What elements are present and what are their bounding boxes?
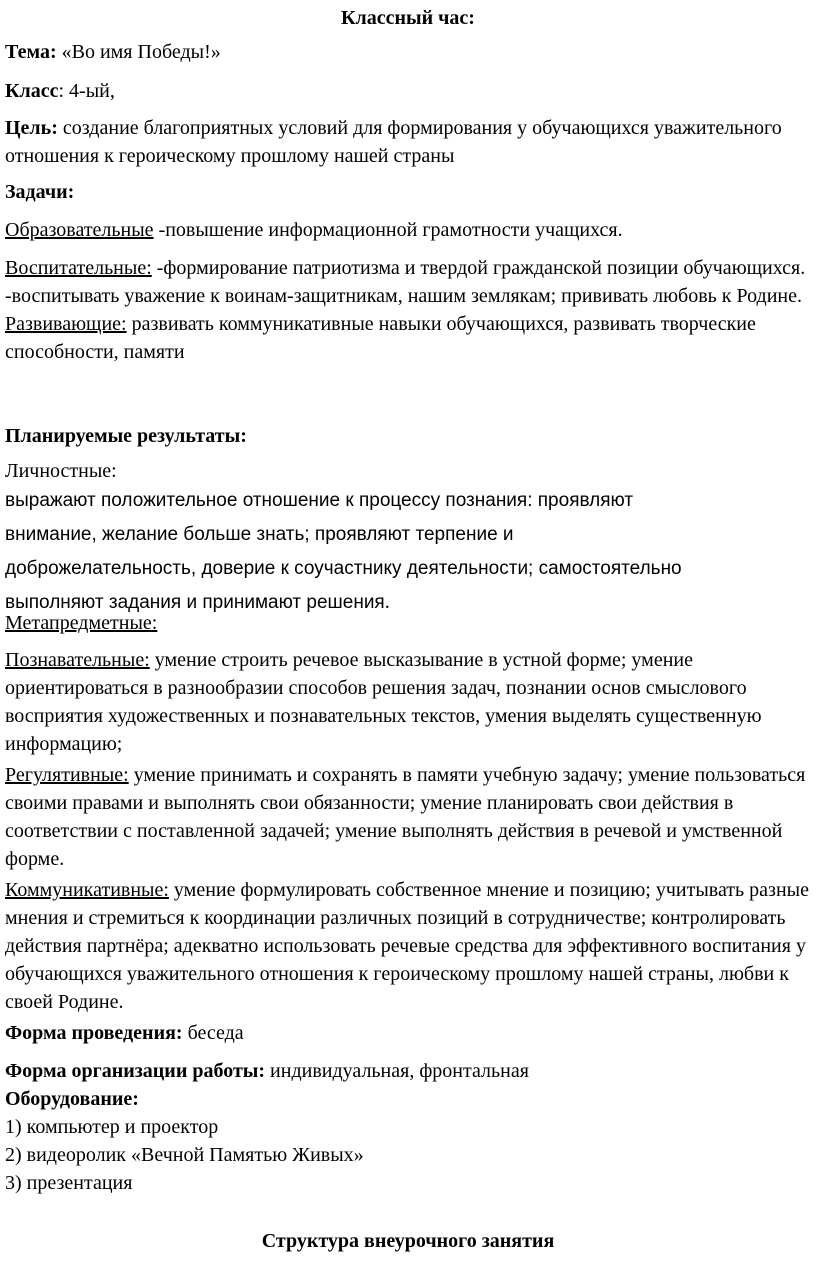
task-upbringing-text: -формирование патриотизма и твердой гражданской позиции обучающихся.	[151, 257, 806, 279]
task-educational-label: Образовательные	[5, 219, 154, 241]
organization-line	[5, 1057, 811, 1197]
theme-value: «Во имя Победы!»	[56, 41, 221, 63]
task-upbringing	[5, 254, 811, 366]
regulatory-label: Регулятивные:	[5, 764, 129, 786]
task-developing-text: развивать коммуникативные навыки обучающихся, развивать творческие способности, памяти	[5, 313, 756, 363]
equipment-item: 1) компьютер и проектор	[5, 1116, 219, 1138]
grade-value: : 4-ый,	[58, 80, 115, 102]
grade-line	[5, 77, 811, 105]
task-upbringing-label: Воспитательные:	[5, 257, 152, 279]
cognitive-paragraph	[5, 646, 811, 758]
communicative-paragraph	[5, 876, 811, 1016]
cognitive-text: умение строить речевое высказывание в устной форме; умение ориентироваться в разнообразии способов решения задач, познании основ смыслового восприятия художественных и познавательных текстов, умения выделять существенную информацию;	[5, 649, 762, 755]
communicative-label: Коммуникативные:	[5, 879, 169, 901]
goal-text: создание благоприятных условий для формирования у обучающихся уважительного отношения к героическому прошлому нашей страны	[5, 117, 782, 167]
goal-paragraph	[5, 114, 811, 170]
regulatory-text: умение принимать и сохранять в памяти учебную задачу; умение пользоваться своими правами и выполнять свои обязанности; умение планировать свои действия в соответствии с поставленной задачей; умение выполнять действия в речевой и умственной форме.	[5, 764, 806, 870]
cognitive-label: Познавательные:	[5, 649, 150, 671]
theme-line	[5, 38, 811, 66]
meta-label-line	[5, 609, 811, 637]
tasks-heading: Задачи:	[5, 181, 75, 203]
regulatory-paragraph	[5, 761, 811, 873]
results-heading: Планируемые результаты:	[5, 425, 247, 447]
form-label: Форма проведения:	[5, 1022, 183, 1044]
task-educational-text: -повышение информационной грамотности учащихся.	[153, 219, 623, 241]
structure-heading: Структура внеурочного занятия	[261, 1230, 555, 1252]
document-title: Классный час:	[341, 7, 475, 29]
personal-label-line: Личностные:	[5, 460, 117, 482]
form-line	[5, 1019, 811, 1047]
equipment-item: 3) презентация	[5, 1172, 133, 1194]
theme-label: Тема:	[5, 41, 57, 63]
communicative-text: умение формулировать собственное мнение и позицию; учитывать разные мнения и стремиться к координации различных позиций в сотрудничестве; контролировать действия партнёра; адекватно использовать речевые средства для эффективного воспитания у обучающихся уважительного отношения к героическому прошлому нашей страны, любви к своей Родине.	[5, 879, 809, 1013]
meta-label: Метапредметные:	[5, 612, 158, 634]
personal-results-text: выражают положительное отношение к процессу познания: проявляют внимание, желание больше знать; проявляют терпение и доброжелательность, доверие к соучастнику деятельности; самостоятельно выполняют задания и принимают решения.	[5, 490, 682, 613]
organization-label: Форма организации работы:	[5, 1060, 266, 1082]
task-developing-label: Развивающие:	[5, 313, 127, 335]
goal-label: Цель:	[5, 117, 58, 139]
grade-label: Класс	[5, 80, 59, 102]
form-value: беседа	[182, 1022, 244, 1044]
equipment-item: 2) видеоролик «Вечной Памятью Живых»	[5, 1144, 364, 1166]
equipment-heading: Оборудование:	[5, 1088, 139, 1110]
organization-value: индивидуальная, фронтальная	[265, 1060, 529, 1082]
personal-label: Личностные	[5, 460, 112, 482]
task-upbringing-text-2: -воспитывать уважение к воинам-защитникам, нашим землякам; прививать любовь к Родине.	[5, 285, 802, 307]
task-educational	[5, 216, 811, 244]
